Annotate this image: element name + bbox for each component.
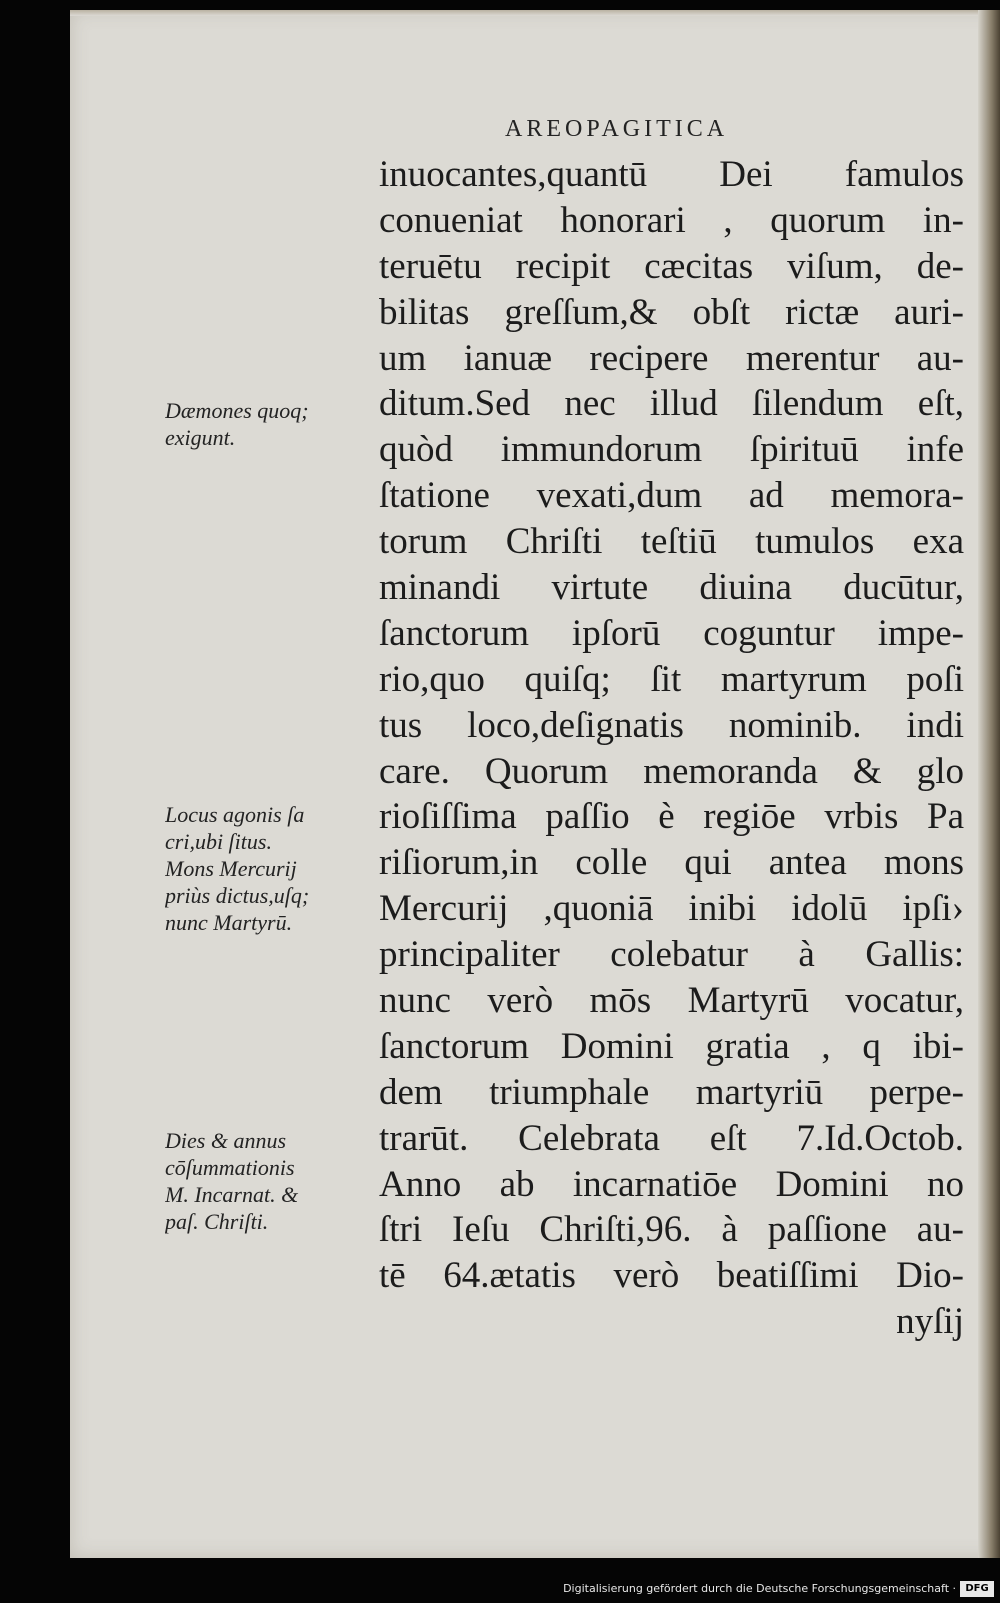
- footer-bar: [0, 1578, 1000, 1603]
- text-line: minandi virtute diuina ducūtur,: [379, 567, 964, 609]
- margin-note-line: Mons Mercurij: [165, 856, 297, 881]
- margin-note-line: exigunt.: [165, 425, 236, 450]
- margin-note-line: Dies & annus: [165, 1128, 286, 1153]
- text-line: tus loco,deſignatis nominib. indi: [379, 704, 964, 746]
- text-line: Mercurij ,quoniā inibi idolū ipſi›: [379, 888, 964, 930]
- dfg-logo: DFG: [960, 1581, 994, 1597]
- margin-note-line: priùs dictus,uſq;: [165, 883, 310, 908]
- funding-credit: Digitalisierung gefördert durch die Deutsche Forschungsgemeinschaft ·: [563, 1582, 956, 1595]
- text-line: inuocantes,quantū Dei famulos: [379, 154, 964, 195]
- text-line: ſanctorum ipſorū coguntur impe-: [379, 612, 964, 654]
- margin-note-line: Locus agonis ſa: [165, 802, 305, 827]
- text-line: quòd immundorum ſpirituū infe: [379, 429, 964, 471]
- text-line: ſtri Ieſu Chriſti,96. à paſſione au-: [379, 1209, 964, 1251]
- text-line: tē 64.ætatis verò beatiſſimi Dio-: [379, 1255, 964, 1297]
- margin-note-line: M. Incarnat. &: [165, 1182, 299, 1207]
- margin-note-date: [165, 1127, 380, 1235]
- text-line: teruētu recipit cæcitas viſum, de-: [379, 245, 964, 287]
- text-line: torum Chriſti teſtiū tumulos exa: [379, 521, 964, 563]
- text-line: principaliter colebatur à Gallis:: [379, 934, 964, 976]
- text-line: rio,quo quiſq; ſit martyrum poſi: [379, 658, 964, 700]
- text-line: Anno ab incarnatiōe Domini no: [379, 1163, 964, 1205]
- text-line: nunc verò mōs Martyrū vocatur,: [379, 980, 964, 1022]
- text-line: care. Quorum memoranda & glo: [379, 750, 964, 792]
- text-line: ſtatione vexati,dum ad memora-: [379, 475, 964, 517]
- text-line: riſiorum,in colle qui antea mons: [379, 842, 964, 884]
- margin-note-demons: [165, 397, 380, 451]
- margin-note-place: [165, 801, 380, 936]
- margin-note-line: cōſummationis: [165, 1155, 295, 1180]
- margin-note-line: paſ. Chriſti.: [165, 1209, 269, 1234]
- text-line: ditum.Sed nec illud ſilendum eſt,: [379, 383, 964, 425]
- text-line: bilitas greſſum,& obſt rictæ auri-: [379, 291, 964, 333]
- margin-note-line: cri,ubi ſitus.: [165, 829, 272, 854]
- text-line: rioſiſſima paſſio è regiōe vrbis Pa: [379, 796, 964, 838]
- text-line: um ianuæ recipere merentur au-: [379, 337, 964, 379]
- margin-note-line: Dæmones quoq;: [165, 398, 309, 423]
- catchword: nyſij: [896, 1301, 964, 1343]
- margin-note-line: nunc Martyrū.: [165, 910, 293, 935]
- text-line: conueniat honorari , quorum in-: [379, 199, 964, 241]
- running-head: AREOPAGITICA: [505, 116, 729, 142]
- text-line: ſanctorum Domini gratia , q ibi-: [379, 1025, 964, 1067]
- text-line: trarūt. Celebrata eſt 7.Id.Octob.: [379, 1117, 964, 1159]
- text-line: dem triumphale martyriū perpe-: [379, 1071, 964, 1113]
